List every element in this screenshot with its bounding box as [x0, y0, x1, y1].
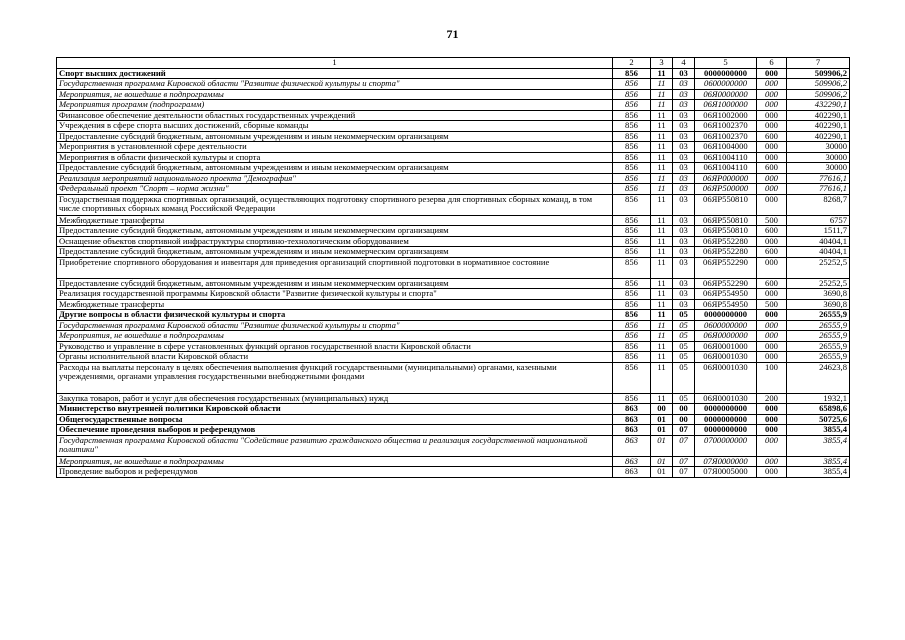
- row-section-cell: 00: [651, 404, 673, 415]
- row-code-cell: 863: [613, 456, 651, 467]
- table-row: [57, 163, 850, 174]
- row-amount-cell: 40404,1: [787, 247, 850, 258]
- row-type-cell: 600: [757, 278, 787, 289]
- row-subsection-cell: 03: [673, 142, 695, 153]
- row-section-cell: 11: [651, 299, 673, 310]
- row-section-cell: 11: [651, 247, 673, 258]
- row-section-cell: 11: [651, 362, 673, 393]
- row-amount-cell: 26555,9: [787, 352, 850, 363]
- row-type-cell: 000: [757, 68, 787, 79]
- row-target-cell: 0700000000: [695, 435, 757, 456]
- row-section-cell: 11: [651, 184, 673, 195]
- row-name-cell: Предоставление субсидий бюджетным, автономным учреждениям и иным некоммерческим организациям: [57, 163, 613, 174]
- row-subsection-cell: 05: [673, 331, 695, 342]
- table-row: [57, 362, 850, 393]
- row-code-cell: 856: [613, 289, 651, 300]
- row-code-cell: 856: [613, 110, 651, 121]
- header-cell: 7: [787, 58, 850, 69]
- table-row: [57, 173, 850, 184]
- table-row: [57, 79, 850, 90]
- header-cell: 4: [673, 58, 695, 69]
- header-cell: 6: [757, 58, 787, 69]
- row-type-cell: 000: [757, 152, 787, 163]
- row-amount-cell: 26555,9: [787, 331, 850, 342]
- table-row: [57, 247, 850, 258]
- row-amount-cell: 509906,2: [787, 68, 850, 79]
- row-section-cell: 11: [651, 163, 673, 174]
- row-target-cell: 06Я0001000: [695, 341, 757, 352]
- row-name-cell: Мероприятия, не вошедшие в подпрограммы: [57, 89, 613, 100]
- row-type-cell: 000: [757, 404, 787, 415]
- table-row: [57, 320, 850, 331]
- table-row: [57, 257, 850, 278]
- row-subsection-cell: 03: [673, 289, 695, 300]
- row-target-cell: 07Я0005000: [695, 467, 757, 478]
- row-subsection-cell: 03: [673, 215, 695, 226]
- row-type-cell: 000: [757, 289, 787, 300]
- row-target-cell: 06ЯР552290: [695, 278, 757, 289]
- row-target-cell: 06ЯР500000: [695, 184, 757, 195]
- row-section-cell: 11: [651, 79, 673, 90]
- row-target-cell: 06Я0001030: [695, 352, 757, 363]
- row-name-cell: Предоставление субсидий бюджетным, автономным учреждениям и иным некоммерческим организациям: [57, 226, 613, 237]
- row-target-cell: 07Я0000000: [695, 456, 757, 467]
- row-target-cell: 0000000000: [695, 404, 757, 415]
- row-amount-cell: 3855,4: [787, 456, 850, 467]
- table-row: [57, 68, 850, 79]
- row-target-cell: 06Я0000000: [695, 89, 757, 100]
- row-amount-cell: 402290,1: [787, 110, 850, 121]
- row-subsection-cell: 07: [673, 435, 695, 456]
- row-section-cell: 11: [651, 194, 673, 215]
- table-row: [57, 278, 850, 289]
- table-row: [57, 121, 850, 132]
- row-name-cell: Предоставление субсидий бюджетным, автономным учреждениям и иным некоммерческим организациям: [57, 131, 613, 142]
- row-target-cell: 06Я0001030: [695, 362, 757, 393]
- row-subsection-cell: 03: [673, 131, 695, 142]
- row-type-cell: 000: [757, 467, 787, 478]
- row-type-cell: 000: [757, 110, 787, 121]
- row-code-cell: 856: [613, 121, 651, 132]
- row-amount-cell: 1511,7: [787, 226, 850, 237]
- row-code-cell: 856: [613, 215, 651, 226]
- row-amount-cell: 26555,9: [787, 341, 850, 352]
- row-amount-cell: 77616,1: [787, 173, 850, 184]
- row-section-cell: 11: [651, 142, 673, 153]
- row-amount-cell: 1932,1: [787, 393, 850, 404]
- row-code-cell: 856: [613, 310, 651, 321]
- row-subsection-cell: 07: [673, 467, 695, 478]
- row-code-cell: 856: [613, 331, 651, 342]
- table-row: [57, 393, 850, 404]
- row-amount-cell: 3690,8: [787, 289, 850, 300]
- row-amount-cell: 40404,1: [787, 236, 850, 247]
- row-code-cell: 856: [613, 194, 651, 215]
- row-type-cell: 000: [757, 184, 787, 195]
- row-subsection-cell: 03: [673, 110, 695, 121]
- table-row: [57, 425, 850, 436]
- table-row: [57, 89, 850, 100]
- row-subsection-cell: 05: [673, 310, 695, 321]
- row-section-cell: 01: [651, 425, 673, 436]
- row-code-cell: 856: [613, 100, 651, 111]
- row-section-cell: 11: [651, 131, 673, 142]
- row-amount-cell: 25252,5: [787, 257, 850, 278]
- row-target-cell: 06ЯР552290: [695, 257, 757, 278]
- row-amount-cell: 3855,4: [787, 435, 850, 456]
- row-name-cell: Межбюджетные трансферты: [57, 299, 613, 310]
- row-subsection-cell: 05: [673, 393, 695, 404]
- table-header-row: [57, 58, 850, 69]
- header-cell: 1: [57, 58, 613, 69]
- row-section-cell: 11: [651, 331, 673, 342]
- row-section-cell: 11: [651, 226, 673, 237]
- row-section-cell: 01: [651, 435, 673, 456]
- row-subsection-cell: 03: [673, 257, 695, 278]
- row-target-cell: 06Я1004110: [695, 163, 757, 174]
- row-code-cell: 856: [613, 226, 651, 237]
- row-amount-cell: 50725,6: [787, 414, 850, 425]
- row-subsection-cell: 03: [673, 89, 695, 100]
- row-type-cell: 000: [757, 142, 787, 153]
- row-subsection-cell: 03: [673, 100, 695, 111]
- table-row: [57, 352, 850, 363]
- row-target-cell: 0600000000: [695, 79, 757, 90]
- row-subsection-cell: 07: [673, 425, 695, 436]
- row-type-cell: 000: [757, 425, 787, 436]
- row-name-cell: Мероприятия программ (подпрограмм): [57, 100, 613, 111]
- row-section-cell: 11: [651, 215, 673, 226]
- row-amount-cell: 8268,7: [787, 194, 850, 215]
- row-name-cell: Расходы на выплаты персоналу в целях обеспечения выполнения функций государственными (муниципальными) органами, казенными учреждениями, органами управления государственными внебюджетными фондами: [57, 362, 613, 393]
- table-row: [57, 414, 850, 425]
- row-section-cell: 11: [651, 289, 673, 300]
- row-target-cell: 06ЯР552280: [695, 236, 757, 247]
- row-section-cell: 01: [651, 467, 673, 478]
- row-type-cell: 000: [757, 414, 787, 425]
- row-subsection-cell: 05: [673, 362, 695, 393]
- row-code-cell: 856: [613, 393, 651, 404]
- row-name-cell: Органы исполнительной власти Кировской области: [57, 352, 613, 363]
- row-section-cell: 11: [651, 236, 673, 247]
- row-code-cell: 856: [613, 173, 651, 184]
- row-name-cell: Закупка товаров, работ и услуг для обеспечения государственных (муниципальных) нужд: [57, 393, 613, 404]
- row-code-cell: 856: [613, 320, 651, 331]
- row-amount-cell: 30000: [787, 142, 850, 153]
- table-row: [57, 435, 850, 456]
- row-target-cell: 06Я1002000: [695, 110, 757, 121]
- row-code-cell: 863: [613, 425, 651, 436]
- row-section-cell: 11: [651, 310, 673, 321]
- row-amount-cell: 25252,5: [787, 278, 850, 289]
- row-subsection-cell: 03: [673, 184, 695, 195]
- row-amount-cell: 77616,1: [787, 184, 850, 195]
- budget-table: [56, 57, 850, 478]
- row-section-cell: 11: [651, 341, 673, 352]
- row-subsection-cell: 03: [673, 173, 695, 184]
- row-type-cell: 500: [757, 215, 787, 226]
- row-name-cell: Межбюджетные трансферты: [57, 215, 613, 226]
- row-target-cell: 06Я0000000: [695, 331, 757, 342]
- row-amount-cell: 402290,1: [787, 131, 850, 142]
- row-code-cell: 856: [613, 79, 651, 90]
- row-type-cell: 000: [757, 257, 787, 278]
- row-subsection-cell: 03: [673, 299, 695, 310]
- row-name-cell: Учреждения в сфере спорта высших достижений, сборные команды: [57, 121, 613, 132]
- row-subsection-cell: 03: [673, 278, 695, 289]
- row-target-cell: 06ЯР550810: [695, 226, 757, 237]
- page-number: 71: [446, 27, 459, 41]
- row-code-cell: 856: [613, 142, 651, 153]
- row-target-cell: 06ЯР552280: [695, 247, 757, 258]
- row-name-cell: Реализация мероприятий национального проекта "Демография": [57, 173, 613, 184]
- row-section-cell: 11: [651, 173, 673, 184]
- table-row: [57, 299, 850, 310]
- row-type-cell: 000: [757, 456, 787, 467]
- row-amount-cell: 26555,9: [787, 310, 850, 321]
- row-subsection-cell: 05: [673, 320, 695, 331]
- row-amount-cell: 6757: [787, 215, 850, 226]
- table-row: [57, 331, 850, 342]
- row-code-cell: 856: [613, 299, 651, 310]
- row-name-cell: Предоставление субсидий бюджетным, автономным учреждениям и иным некоммерческим организациям: [57, 278, 613, 289]
- row-target-cell: 0000000000: [695, 68, 757, 79]
- table-row: [57, 226, 850, 237]
- row-amount-cell: 3690,8: [787, 299, 850, 310]
- row-type-cell: 600: [757, 163, 787, 174]
- row-target-cell: 06Я1004110: [695, 152, 757, 163]
- row-type-cell: 100: [757, 362, 787, 393]
- row-name-cell: Проведение выборов и референдумов: [57, 467, 613, 478]
- row-code-cell: 856: [613, 247, 651, 258]
- row-type-cell: 000: [757, 89, 787, 100]
- row-section-cell: 11: [651, 68, 673, 79]
- table-row: [57, 194, 850, 215]
- row-name-cell: Государственная поддержка спортивных организаций, осуществляющих подготовку спортивного резерва для спортивных сборных команд, в том числе спортивных сборных команд Российской Федерации: [57, 194, 613, 215]
- row-code-cell: 856: [613, 163, 651, 174]
- row-code-cell: 863: [613, 467, 651, 478]
- row-section-cell: 01: [651, 414, 673, 425]
- row-amount-cell: 24623,8: [787, 362, 850, 393]
- row-type-cell: 000: [757, 320, 787, 331]
- row-name-cell: Спорт высших достижений: [57, 68, 613, 79]
- row-name-cell: Министерство внутренней политики Кировской области: [57, 404, 613, 415]
- row-name-cell: Мероприятия в области физической культуры и спорта: [57, 152, 613, 163]
- row-type-cell: 600: [757, 226, 787, 237]
- row-type-cell: 000: [757, 173, 787, 184]
- row-code-cell: 856: [613, 89, 651, 100]
- row-section-cell: 11: [651, 257, 673, 278]
- row-section-cell: 11: [651, 121, 673, 132]
- row-subsection-cell: 03: [673, 152, 695, 163]
- row-target-cell: 06Я0001030: [695, 393, 757, 404]
- row-type-cell: 000: [757, 100, 787, 111]
- header-cell: 2: [613, 58, 651, 69]
- row-name-cell: Государственная программа Кировской области "Развитие физической культуры и спорта": [57, 320, 613, 331]
- row-name-cell: Обеспечение проведения выборов и референдумов: [57, 425, 613, 436]
- header-cell: 3: [651, 58, 673, 69]
- row-target-cell: 06Я1002370: [695, 121, 757, 132]
- row-code-cell: 856: [613, 362, 651, 393]
- row-subsection-cell: 03: [673, 194, 695, 215]
- table-row: [57, 456, 850, 467]
- row-code-cell: 856: [613, 278, 651, 289]
- row-subsection-cell: 05: [673, 352, 695, 363]
- row-name-cell: Мероприятия, не вошедшие в подпрограммы: [57, 331, 613, 342]
- table-row: [57, 289, 850, 300]
- row-target-cell: 0000000000: [695, 310, 757, 321]
- row-name-cell: Мероприятия, не вошедшие в подпрограммы: [57, 456, 613, 467]
- row-target-cell: 0000000000: [695, 425, 757, 436]
- row-type-cell: 000: [757, 310, 787, 321]
- row-target-cell: 06Я1004000: [695, 142, 757, 153]
- row-subsection-cell: 03: [673, 247, 695, 258]
- table-row: [57, 310, 850, 321]
- row-name-cell: Другие вопросы в области физической культуры и спорта: [57, 310, 613, 321]
- row-section-cell: 11: [651, 89, 673, 100]
- row-type-cell: 600: [757, 247, 787, 258]
- row-type-cell: 200: [757, 393, 787, 404]
- row-section-cell: 11: [651, 320, 673, 331]
- row-subsection-cell: 03: [673, 121, 695, 132]
- row-subsection-cell: 07: [673, 456, 695, 467]
- table-row: [57, 142, 850, 153]
- table-row: [57, 184, 850, 195]
- row-code-cell: 856: [613, 131, 651, 142]
- table-row: [57, 404, 850, 415]
- row-code-cell: 856: [613, 68, 651, 79]
- row-target-cell: 06ЯР550810: [695, 215, 757, 226]
- row-section-cell: 11: [651, 100, 673, 111]
- row-amount-cell: 30000: [787, 163, 850, 174]
- row-type-cell: 000: [757, 236, 787, 247]
- row-amount-cell: 30000: [787, 152, 850, 163]
- row-subsection-cell: 00: [673, 404, 695, 415]
- row-code-cell: 856: [613, 236, 651, 247]
- row-code-cell: 863: [613, 404, 651, 415]
- header-cell: 5: [695, 58, 757, 69]
- row-amount-cell: 509906,2: [787, 89, 850, 100]
- row-code-cell: 863: [613, 414, 651, 425]
- row-amount-cell: 3855,4: [787, 425, 850, 436]
- row-name-cell: Предоставление субсидий бюджетным, автономным учреждениям и иным некоммерческим организациям: [57, 247, 613, 258]
- row-section-cell: 11: [651, 352, 673, 363]
- row-type-cell: 000: [757, 341, 787, 352]
- row-name-cell: Реализация государственной программы Кировской области "Развитие физической культуры и спорта": [57, 289, 613, 300]
- row-code-cell: 856: [613, 152, 651, 163]
- row-subsection-cell: 03: [673, 79, 695, 90]
- row-type-cell: 000: [757, 331, 787, 342]
- table-row: [57, 236, 850, 247]
- row-name-cell: Финансовое обеспечение деятельности областных государственных учреждений: [57, 110, 613, 121]
- row-type-cell: 500: [757, 299, 787, 310]
- table-row: [57, 110, 850, 121]
- row-section-cell: 01: [651, 456, 673, 467]
- row-target-cell: 06Я1002370: [695, 131, 757, 142]
- row-name-cell: Оснащение объектов спортивной инфраструктуры спортивно-технологическим оборудованием: [57, 236, 613, 247]
- row-name-cell: Государственная программа Кировской области "Развитие физической культуры и спорта": [57, 79, 613, 90]
- row-target-cell: 0600000000: [695, 320, 757, 331]
- table-body: [57, 68, 850, 477]
- row-subsection-cell: 03: [673, 68, 695, 79]
- row-name-cell: Мероприятия в установленной сфере деятельности: [57, 142, 613, 153]
- row-target-cell: 06ЯР554950: [695, 289, 757, 300]
- row-amount-cell: 65898,6: [787, 404, 850, 415]
- table-row: [57, 215, 850, 226]
- row-code-cell: 863: [613, 435, 651, 456]
- row-subsection-cell: 03: [673, 226, 695, 237]
- row-section-cell: 11: [651, 152, 673, 163]
- row-name-cell: Государственная программа Кировской области "Содействие развитию гражданского общества и реализация государственной национальной политики": [57, 435, 613, 456]
- row-name-cell: Приобретение спортивного оборудования и инвентаря для приведения организаций спортивной подготовки в нормативное состояние: [57, 257, 613, 278]
- row-target-cell: 06Я1000000: [695, 100, 757, 111]
- row-section-cell: 11: [651, 110, 673, 121]
- row-amount-cell: 26555,9: [787, 320, 850, 331]
- row-subsection-cell: 05: [673, 341, 695, 352]
- row-name-cell: Федеральный проект "Спорт – норма жизни": [57, 184, 613, 195]
- row-amount-cell: 402290,1: [787, 121, 850, 132]
- table-row: [57, 100, 850, 111]
- row-type-cell: 600: [757, 131, 787, 142]
- row-name-cell: Общегосударственные вопросы: [57, 414, 613, 425]
- row-type-cell: 000: [757, 79, 787, 90]
- row-amount-cell: 432290,1: [787, 100, 850, 111]
- row-type-cell: 000: [757, 435, 787, 456]
- row-target-cell: 0000000000: [695, 414, 757, 425]
- row-target-cell: 06ЯР000000: [695, 173, 757, 184]
- table-row: [57, 152, 850, 163]
- table-row: [57, 341, 850, 352]
- row-section-cell: 11: [651, 278, 673, 289]
- row-code-cell: 856: [613, 184, 651, 195]
- row-type-cell: 000: [757, 121, 787, 132]
- row-subsection-cell: 00: [673, 414, 695, 425]
- row-subsection-cell: 03: [673, 163, 695, 174]
- row-name-cell: Руководство и управление в сфере установленных функций органов государственной власти Кировской области: [57, 341, 613, 352]
- row-target-cell: 06ЯР554950: [695, 299, 757, 310]
- row-type-cell: 000: [757, 352, 787, 363]
- row-amount-cell: 3855,4: [787, 467, 850, 478]
- table-row: [57, 131, 850, 142]
- row-section-cell: 11: [651, 393, 673, 404]
- row-code-cell: 856: [613, 352, 651, 363]
- table-row: [57, 467, 850, 478]
- row-code-cell: 856: [613, 341, 651, 352]
- row-amount-cell: 509906,2: [787, 79, 850, 90]
- row-target-cell: 06ЯР550810: [695, 194, 757, 215]
- row-subsection-cell: 03: [673, 236, 695, 247]
- row-type-cell: 000: [757, 194, 787, 215]
- row-code-cell: 856: [613, 257, 651, 278]
